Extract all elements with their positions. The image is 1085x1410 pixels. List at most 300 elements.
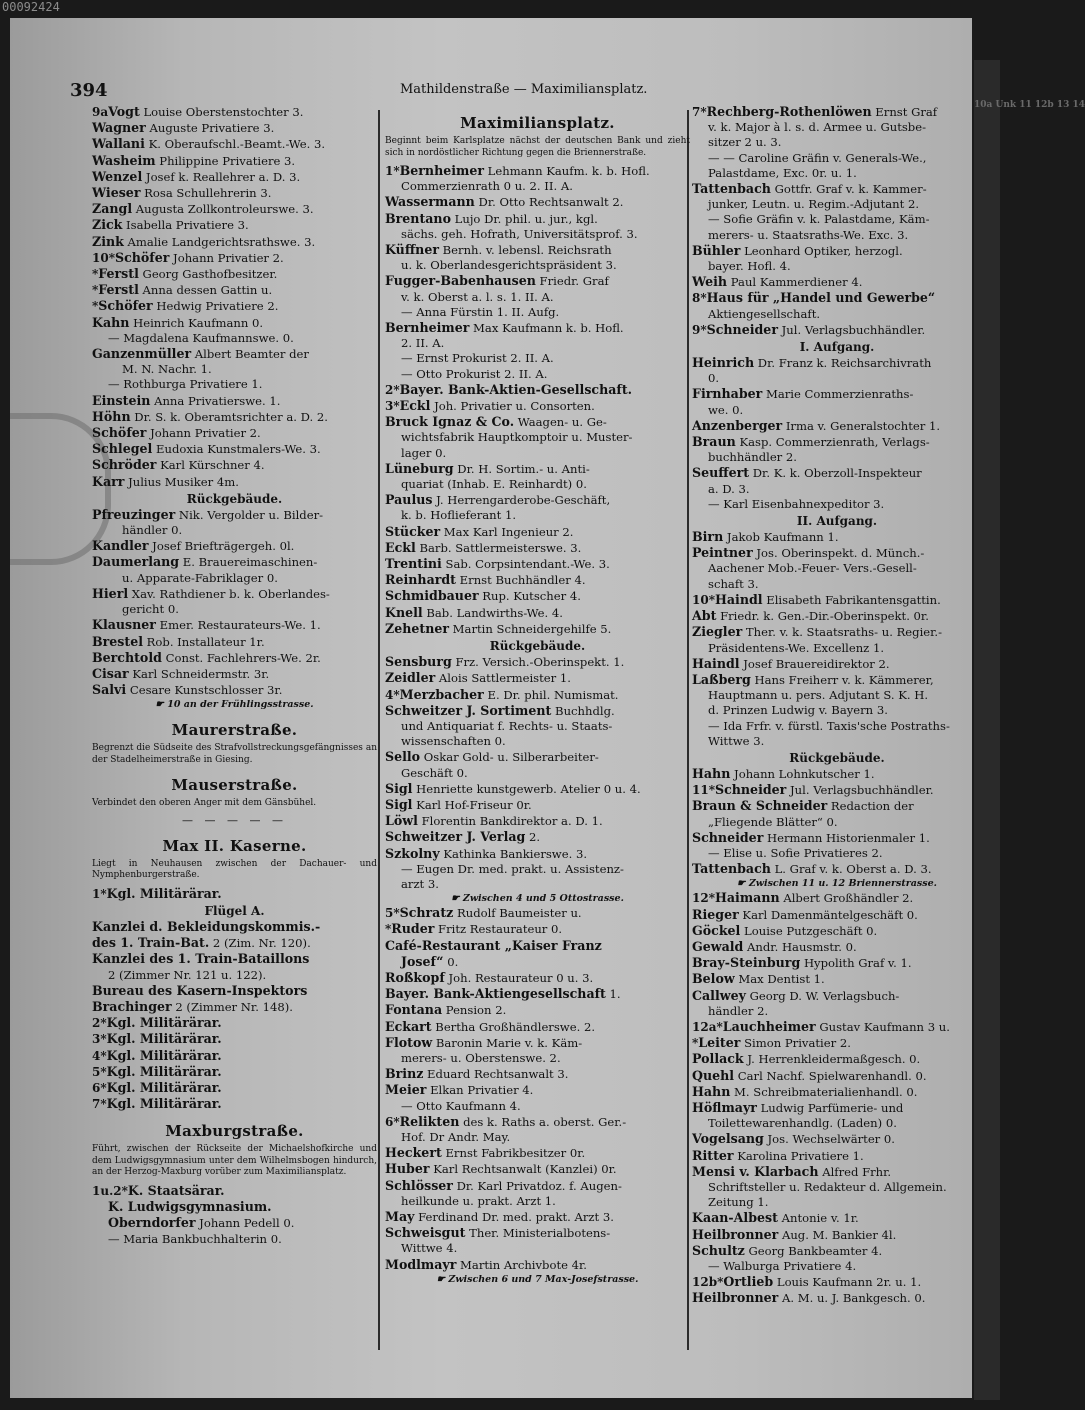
house-number: 7* (92, 1097, 107, 1112)
resident-name: Vogelsang (692, 1131, 764, 1147)
directory-entry (385, 1194, 690, 1209)
directory-entry (692, 971, 982, 987)
house-number: * (385, 922, 392, 937)
directory-entry (92, 234, 377, 250)
page-number: 394 (70, 80, 108, 101)
section-label: II. Aufgang. (796, 514, 878, 529)
resident-name: Braun (692, 434, 736, 450)
resident-name: Bernheimer (385, 320, 470, 336)
entry-detail: Henriette kunstgewerb. Atelier 0 u. 4. (412, 781, 641, 796)
entry-detail: Karolina Privatiere 1. (733, 1148, 864, 1163)
house-number: 5* (92, 1064, 107, 1079)
resident-name: Löwl (385, 813, 418, 829)
directory-entry (692, 672, 982, 688)
directory-entry (385, 719, 690, 734)
entry-detail: a. D. 3. (708, 481, 750, 496)
directory-entry (692, 766, 982, 782)
house-number: 2* (385, 382, 400, 397)
resident-name: Zeidler (385, 670, 436, 686)
directory-entry (692, 815, 982, 830)
entry-detail: Dr. Karl Privatdoz. f. Augen- (452, 1178, 622, 1193)
directory-entry (92, 968, 377, 983)
entry-detail: Palastdame, Exc. 0r. u. 1. (708, 165, 857, 180)
entry-detail: Hof. Dr Andr. May. (401, 1129, 511, 1144)
directory-entry (385, 921, 690, 937)
directory-entry (385, 813, 690, 829)
entry-detail: L. Graf v. k. Oberst a. D. 3. (770, 862, 932, 877)
resident-name: Below (692, 971, 735, 987)
house-number: 3* (385, 399, 400, 414)
directory-entry (692, 151, 982, 166)
resident-name: Schweisgut (385, 1225, 466, 1241)
entry-detail: Albert Beamter der (191, 347, 309, 362)
resident-name: Schlegel (92, 441, 153, 457)
directory-page (10, 18, 972, 1398)
entry-detail: Andr. Hausmstr. 0. (743, 939, 857, 954)
entry-detail: wichtsfabrik Hauptkomptoir u. Muster- (401, 430, 633, 445)
resident-name: May (385, 1209, 415, 1224)
cross-street-pointer: ☛ Zwischen 11 u. 12 Briennerstrasse. (737, 878, 937, 890)
directory-entry (92, 507, 377, 523)
directory-entry (692, 181, 982, 197)
directory-entry (692, 1243, 982, 1259)
resident-name: Hahn (692, 1083, 731, 1099)
street-heading: Maximiliansplatz. (460, 114, 615, 132)
directory-entry (692, 497, 982, 512)
entry-detail: Carl Nachf. Spielwarenhandl. 0. (734, 1068, 927, 1083)
entry-detail: Georg D. W. Verlagsbuch- (745, 988, 900, 1003)
resident-name: Washeim (92, 152, 156, 168)
entry-detail: we. 0. (708, 402, 744, 417)
resident-name: Kgl. Militärärar. (106, 1031, 222, 1047)
directory-entry (692, 703, 982, 718)
entry-detail: Dr. H. Sortim.- u. Anti- (453, 461, 590, 476)
street-heading: Max II. Kaserne. (162, 836, 307, 855)
directory-entry (692, 1274, 982, 1290)
directory-entry (692, 1259, 982, 1274)
entry-detail: Josef Briefträgergeh. 0l. (148, 539, 295, 554)
house-number: 1* (92, 886, 107, 901)
entry-detail: — Eugen Dr. med. prakt. u. Assistenz- (401, 861, 624, 876)
entry-detail: Alfred Frhr. (818, 1164, 892, 1179)
directory-entry (385, 540, 690, 556)
entry-detail: Friedr. k. Gen.-Dir.-Oberinspekt. 0r. (716, 609, 929, 624)
entry-detail: u. Apparate-Fabriklager 0. (122, 570, 278, 585)
resident-name: Kanzlei d. Bekleidungskommis.- (92, 919, 321, 935)
entry-detail: lager 0. (401, 445, 447, 460)
resident-name: Pfreuzinger (92, 506, 176, 522)
resident-name: Kgl. Militärärar. (106, 1080, 222, 1096)
entry-detail: 2 (Zim. Nr. 120). (209, 936, 311, 951)
entry-detail: Bertha Großhändlerswe. 2. (431, 1019, 596, 1034)
directory-entry (385, 970, 690, 986)
resident-name: Meier (385, 1082, 427, 1098)
resident-name: Modlmayr (385, 1256, 457, 1272)
entry-detail: — Magdalena Kaufmannswe. 0. (108, 330, 294, 345)
directory-entry (692, 1164, 982, 1180)
adjacent-page-text: 10a Unk 11 12b 13 14 (974, 100, 1085, 110)
entry-detail: Anna dessen Gattin u. (138, 283, 273, 298)
resident-name: Eckart (385, 1018, 432, 1034)
entry-detail: Johann Privatier 2. (146, 426, 261, 441)
house-number: 4* (92, 1048, 107, 1063)
house-number: 9a (92, 105, 109, 119)
directory-entry (92, 169, 377, 185)
resident-name: Kanzlei des 1. Train-Bataillons (92, 951, 310, 967)
directory-entry (692, 418, 982, 434)
directory-entry (92, 571, 377, 586)
directory-entry (92, 586, 377, 602)
resident-name: Eckl (399, 398, 431, 414)
entry-detail: Pension 2. (442, 1003, 507, 1018)
entry-detail: 0. (708, 371, 720, 386)
section-label: Flügel A. (204, 904, 265, 919)
directory-entry (385, 446, 690, 461)
resident-name: Lüneburg (385, 460, 454, 476)
entry-detail: Jul. Verlagsbuchhändler. (777, 322, 926, 337)
entry-detail: E. Dr. phil. Numismat. (483, 687, 619, 702)
directory-entry (92, 935, 377, 951)
house-number: 1u.2* (92, 1183, 128, 1198)
directory-entry (385, 1114, 690, 1130)
entry-detail: Toilettewarenhandlg. (Laden) 0. (708, 1116, 897, 1131)
directory-entry (692, 545, 982, 561)
directory-entry (92, 523, 377, 538)
street-description: Liegt in Neuhausen zwischen der Dachauer- und Nymphenburgerstraße. (92, 858, 377, 881)
resident-name: Rechberg-Rothenlöwen (706, 104, 872, 119)
resident-name: Wassermann (385, 194, 475, 210)
resident-name: Schratz (399, 905, 454, 921)
entry-detail: Albert Großhändler 2. (779, 891, 914, 906)
directory-entry (692, 624, 982, 640)
entry-detail: Barb. Sattlermeisterswe. 3. (415, 540, 582, 555)
entry-detail: Antonie v. 1r. (777, 1211, 859, 1226)
entry-detail: händler 0. (122, 523, 183, 538)
entry-detail: M. N. Nachr. 1. (122, 362, 212, 377)
resident-name: Höhn (92, 408, 131, 424)
entry-detail: 0. (443, 954, 459, 969)
directory-entry (385, 336, 690, 351)
directory-entry (692, 1084, 982, 1100)
entry-detail: Jos. Oberinspekt. d. Münch.- (752, 546, 925, 561)
section-label: Rückgebäude. (789, 750, 885, 765)
directory-entry (92, 886, 377, 902)
resident-name: Wenzel (92, 168, 143, 184)
house-number: 4* (385, 687, 400, 702)
resident-name: Fugger-Babenhausen (385, 273, 536, 289)
entry-detail: Louis Kaufmann 2r. u. 1. (773, 1275, 922, 1290)
resident-name: Knell (385, 604, 423, 620)
entry-detail: Hermann Historienmaler 1. (763, 830, 930, 845)
directory-entry (692, 274, 982, 290)
entry-detail: 2 (Zimmer Nr. 148). (171, 1000, 293, 1015)
entry-detail: Aktiengesellschaft. (708, 306, 821, 321)
entry-detail: Karl Kürschner 4. (156, 458, 265, 473)
directory-entry (692, 641, 982, 656)
house-number: 1* (385, 164, 400, 178)
resident-name: Schlösser (385, 1177, 453, 1193)
directory-entry (385, 877, 690, 892)
resident-name: Wagner (92, 120, 146, 136)
directory-entry (692, 120, 982, 135)
entry-detail: Hypolith Graf v. 1. (800, 956, 912, 971)
entry-detail: 2 (Zimmer Nr. 121 u. 122). (108, 967, 267, 982)
entry-detail: J. Herrengarderobe-Geschäft, (432, 493, 611, 508)
column-left (92, 104, 377, 1247)
resident-name: Seuffert (692, 465, 750, 481)
entry-detail: 2. II. A. (401, 336, 445, 351)
directory-entry (692, 104, 982, 120)
section-label: I. Aufgang. (799, 340, 875, 355)
directory-entry (385, 1019, 690, 1035)
resident-name: Küffner (385, 242, 439, 258)
resident-name: Schneider (706, 321, 778, 337)
entry-detail: — Maria Bankbuchhalterin 0. (108, 1231, 282, 1246)
resident-name: Ferstl (98, 266, 139, 282)
resident-name: Haindl (714, 591, 763, 607)
resident-name: Brinz (385, 1066, 424, 1082)
entry-detail: Eduard Rechtsanwalt 3. (423, 1067, 569, 1082)
directory-entry (692, 734, 982, 749)
directory-entry (92, 331, 377, 346)
entry-detail: Max Kaufmann k. b. Hofl. (469, 321, 624, 336)
entry-detail: Commerzienrath 0 u. 2. II. A. (401, 179, 573, 194)
directory-entry (92, 409, 377, 425)
entry-detail: Schriftsteller u. Redakteur d. Allgemein. (708, 1180, 947, 1194)
directory-entry (385, 179, 690, 194)
entry-detail: Louise Oberstenstochter 3. (139, 105, 304, 119)
directory-entry (385, 1130, 690, 1145)
house-number: 11* (692, 783, 715, 798)
resident-name: Birn (692, 529, 724, 545)
column-rule (378, 110, 380, 1350)
resident-name: Bruck Ignaz & Co. (385, 414, 515, 430)
entry-detail: Josef Brauereidirektor 2. (739, 656, 890, 671)
directory-entry (385, 414, 690, 430)
directory-entry (692, 386, 982, 402)
section-label: Rückgebäude. (186, 491, 283, 506)
directory-entry (385, 1257, 690, 1273)
entry-detail: Jul. Verlagsbuchhändler. (786, 783, 934, 798)
directory-entry (92, 104, 377, 120)
resident-name: Kgl. Militärärar. (106, 1015, 222, 1031)
directory-entry (385, 1051, 690, 1066)
resident-name: Kgl. Militärärar. (106, 1047, 222, 1063)
directory-entry (385, 211, 690, 227)
entry-detail: Waagen- u. Ge- (514, 415, 607, 430)
entry-detail: quariat (Inhab. E. Reinhardt) 0. (401, 477, 587, 492)
entry-detail: u. k. Oberlandesgerichtspräsident 3. (401, 258, 617, 273)
directory-entry (692, 212, 982, 227)
entry-detail: Ther. Ministerialbotens- (465, 1226, 611, 1241)
house-number: 8* (692, 291, 707, 306)
entry-detail: Baronin Marie v. k. Käm- (432, 1035, 583, 1050)
resident-name: Schröder (92, 457, 157, 473)
directory-entry (385, 905, 690, 921)
directory-entry (385, 1178, 690, 1194)
entry-detail: A. M. u. J. Bankgesch. 0. (778, 1291, 926, 1306)
directory-entry (92, 315, 377, 331)
entry-detail: wissenschaften 0. (401, 734, 506, 749)
entry-detail: schaft 3. (708, 576, 759, 591)
entry-detail: — Rothburga Privatiere 1. (108, 377, 263, 392)
entry-detail: Karl Rechtsanwalt (Kanzlei) 0r. (429, 1162, 617, 1177)
entry-detail: E. Brauereimaschinen- (179, 555, 318, 570)
resident-name: Zink (92, 233, 124, 249)
directory-entry (92, 983, 377, 999)
entry-detail: Irma v. Generalstochter 1. (782, 418, 941, 433)
resident-name: Göckel (692, 922, 741, 938)
resident-name: Haus für „Handel und Gewerbe“ (706, 290, 936, 306)
directory-entry (385, 734, 690, 749)
resident-name: Daumerlang (92, 554, 180, 570)
entry-detail: — Sofie Gräfin v. k. Palastdame, Käm- (708, 212, 930, 227)
directory-entry (92, 362, 377, 377)
resident-name: Zangl (92, 201, 133, 217)
directory-entry (692, 1116, 982, 1131)
house-number: 12b* (692, 1275, 724, 1290)
entry-detail: Dr. Otto Rechtsanwalt 2. (474, 195, 624, 210)
resident-name: Bureau des Kasern-Inspektors (92, 982, 308, 998)
directory-entry (692, 830, 982, 846)
resident-name: Schweitzer J. Verlag (385, 829, 526, 845)
entry-detail: Jakob Kaufmann 1. (723, 530, 839, 545)
entry-detail: Ernst Fabrikbesitzer 0r. (441, 1146, 586, 1161)
resident-name: Kahn (92, 314, 130, 330)
entry-detail: Hedwig Privatiere 2. (152, 299, 279, 314)
directory-entry (692, 1068, 982, 1084)
resident-name: Karr (92, 473, 125, 489)
directory-entry (385, 290, 690, 305)
directory-entry (92, 393, 377, 409)
house-number: * (92, 299, 99, 314)
directory-entry (92, 1080, 377, 1096)
directory-entry (385, 1145, 690, 1161)
entry-detail: Ferdinand Dr. med. prakt. Arzt 3. (414, 1210, 614, 1224)
directory-entry (92, 650, 377, 666)
directory-entry (385, 938, 690, 954)
entry-detail: junker, Leutn. u. Regim.-Adjutant 2. (708, 197, 920, 212)
directory-entry (385, 1161, 690, 1177)
entry-detail: Paul Kammerdiener 4. (727, 275, 863, 290)
resident-name: Bernheimer (399, 163, 484, 178)
entry-detail: bayer. Hofl. 4. (708, 259, 791, 274)
resident-name: Ritter (692, 1147, 734, 1163)
directory-entry (92, 457, 377, 473)
directory-entry (692, 688, 982, 703)
entry-detail: Lujo Dr. phil. u. jur., kgl. (450, 211, 598, 226)
cross-street-pointer: ☛ Zwischen 4 und 5 Ottostrasse. (451, 893, 624, 905)
entry-detail: Kasp. Commerzienrath, Verlags- (735, 435, 930, 450)
entry-detail: Georg Gasthofbesitzer. (138, 267, 278, 282)
directory-entry (385, 242, 690, 258)
directory-entry (92, 538, 377, 554)
house-number: 3* (92, 1032, 107, 1047)
directory-entry (692, 403, 982, 418)
resident-name: Peintner (692, 545, 753, 561)
resident-name: Josef“ (401, 953, 444, 969)
house-number: 7* (692, 105, 707, 119)
resident-name: Salvi (92, 682, 127, 698)
directory-entry (692, 1210, 982, 1226)
entry-detail: — Walburga Privatiere 4. (708, 1259, 857, 1274)
resident-name: Heckert (385, 1145, 442, 1161)
entry-detail: Emer. Restaurateurs-We. 1. (155, 618, 321, 633)
street-heading: Mauserstraße. (171, 776, 298, 795)
resident-name: Bühler (692, 242, 741, 258)
resident-name: Vogt (108, 104, 140, 119)
entry-detail: Redaction der (827, 799, 914, 814)
entry-detail: Aug. M. Bankier 4l. (778, 1227, 897, 1242)
street-heading: Maxburgstraße. (165, 1122, 304, 1141)
entry-detail: — Karl Eisenbahnexpeditor 3. (708, 496, 885, 511)
entry-detail: buchhändler 2. (708, 450, 797, 465)
resident-name: Quehl (692, 1067, 735, 1083)
adjacent-page-strip (974, 60, 1085, 1400)
entry-detail: Bernh. v. lebensl. Reichsrath (438, 243, 612, 258)
directory-entry (385, 320, 690, 336)
resident-name: Brestel (92, 633, 143, 649)
entry-detail: Anna Privatierswe. 1. (150, 393, 281, 408)
directory-entry (692, 846, 982, 861)
resident-name: Pollack (692, 1051, 744, 1067)
directory-entry (92, 1048, 377, 1064)
resident-name: Heilbronner (692, 1290, 779, 1306)
entry-detail: — Ernst Prokurist 2. II. A. (401, 351, 554, 366)
resident-name: Schmidbauer (385, 588, 479, 604)
entry-detail: Frz. Versich.-Oberinspekt. 1. (451, 655, 625, 670)
directory-entry (385, 163, 690, 179)
resident-name: Ferstl (98, 282, 139, 298)
directory-entry (692, 450, 982, 465)
entry-detail: Hauptmann u. pers. Adjutant S. K. H. (708, 688, 929, 703)
directory-entry (385, 1225, 690, 1241)
directory-entry (92, 682, 377, 698)
column-right (692, 104, 982, 1307)
directory-entry (692, 228, 982, 243)
street-description: Beginnt beim Karlsplatze nächst der deutschen Bank und zieht sich in nordöstlicher Richtung gegen die Briennerstraße. (385, 136, 690, 158)
resident-name: K. Staatsärar. (127, 1182, 225, 1198)
resident-name: Ortlieb (723, 1274, 774, 1290)
entry-detail: Martin Schneidergehilfe 5. (449, 621, 612, 636)
directory-entry (692, 1019, 982, 1035)
entry-detail: Amalie Landgerichtsrathswe. 3. (123, 234, 316, 249)
directory-entry (92, 1096, 377, 1112)
entry-detail: Eudoxia Kunstmalers-We. 3. (152, 442, 321, 457)
entry-detail: händler 2. (708, 1003, 769, 1018)
directory-entry (692, 259, 982, 274)
resident-name: Braun & Schneider (692, 798, 828, 814)
resident-name: Heilbronner (692, 1226, 779, 1242)
directory-entry (92, 1064, 377, 1080)
resident-name: Cisar (92, 665, 129, 681)
directory-entry (385, 1209, 690, 1225)
directory-entry (92, 951, 377, 967)
entry-detail: Joh. Restaurateur 0 u. 3. (444, 970, 594, 985)
house-number: 10* (692, 592, 715, 607)
resident-name: Kgl. Militärärar. (106, 1096, 222, 1112)
resident-name: Fontana (385, 1002, 443, 1018)
resident-name: Stücker (385, 523, 441, 539)
resident-name: Brentano (385, 210, 451, 226)
directory-entry (385, 508, 690, 523)
house-number: * (92, 283, 99, 298)
directory-entry (385, 1002, 690, 1018)
entry-detail: Max Dentist 1. (734, 972, 825, 987)
entry-detail: Simon Privatier 2. (740, 1036, 851, 1051)
directory-entry (92, 266, 377, 282)
directory-entry (692, 355, 982, 371)
